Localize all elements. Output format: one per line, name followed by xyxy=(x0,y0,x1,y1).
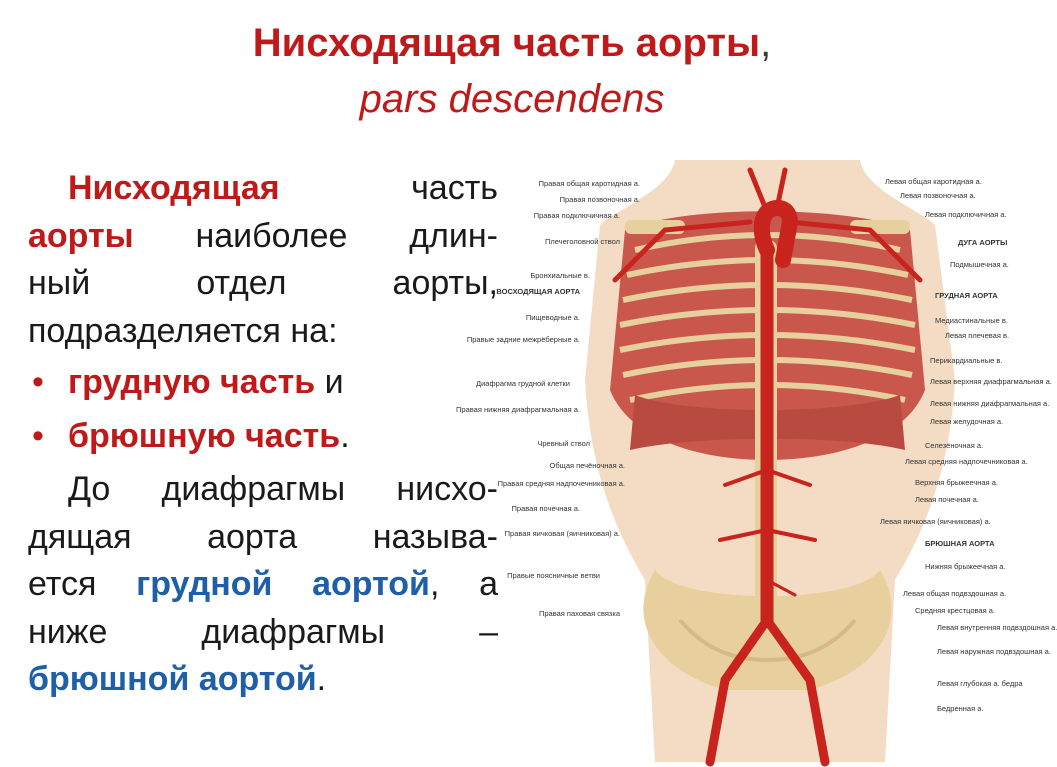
title-latin: pars descendens xyxy=(359,77,665,121)
label-right: Левая нижняя диафрагмальная а. xyxy=(930,399,1050,408)
slide-title xyxy=(0,18,1024,126)
label-right: Левая яичковая (яичниковая) а. xyxy=(880,517,991,526)
label-left: Правая подключичная а. xyxy=(533,211,620,220)
label-right: Левая общая каротидная а. xyxy=(885,177,982,186)
label-right: Верхняя брыжеечная а. xyxy=(915,478,998,487)
aorta-anatomy-figure xyxy=(456,150,1057,762)
label-left: Плечеголовной ствол xyxy=(544,237,620,246)
label-right: Перикардиальные в. xyxy=(930,356,1003,365)
label-right: Левая наружная подвздошная а. xyxy=(937,647,1051,656)
title-comma: , xyxy=(760,21,772,65)
label-right: Левая внутренняя подвздошная а. xyxy=(937,623,1057,632)
label-right: ДУГА АОРТЫ xyxy=(958,238,1008,247)
term-thoracic-aorta: грудной аортой xyxy=(136,565,430,603)
title-line1: Нисходящая часть аорты xyxy=(252,21,761,65)
label-right: Левая общая подвздошная а. xyxy=(903,589,1007,598)
label-left: Общая печёночная а. xyxy=(549,461,625,470)
bullet-icon: • xyxy=(32,416,44,455)
label-right: Бедренная а. xyxy=(937,704,984,713)
label-right: Левая почечная а. xyxy=(915,495,979,504)
label-right: Левая желудочная а. xyxy=(930,417,1004,426)
label-left: Правая яичковая (яичниковая) а. xyxy=(504,529,620,538)
label-right: Подмышечная а. xyxy=(950,260,1009,269)
label-right: Левая плечевая в. xyxy=(945,331,1010,340)
term-descending-part: Нисходящая xyxy=(68,169,280,207)
label-left: Диафрагма грудной клетки xyxy=(476,379,570,388)
term-abdominal-aorta: брюшной аортой xyxy=(28,660,317,698)
label-right: Левая глубокая а. бедра xyxy=(937,679,1023,688)
label-left: ВОСХОДЯЩАЯ АОРТА xyxy=(496,287,580,296)
label-left: Пищеводные а. xyxy=(525,313,580,322)
bullet-abdominal: • брюшную часть. xyxy=(28,413,498,461)
label-right: Средняя крестцовая а. xyxy=(915,606,995,615)
label-left: Правая почечная а. xyxy=(511,504,580,513)
label-right: Левая средняя надпочечниковая а. xyxy=(905,457,1028,466)
label-right: Медиастинальные в. xyxy=(935,316,1008,325)
label-right: Левая подключичная а. xyxy=(925,210,1007,219)
bullet-thoracic: • грудную часть и xyxy=(28,359,498,407)
paragraph-1: Нисходящая часть аорты наиболее длин- ный отдел аорты, подразделяется на: xyxy=(28,169,498,350)
label-left: Бронхиальные в. xyxy=(530,271,590,280)
term-aorta: аорты xyxy=(28,216,134,255)
label-right: Селезёночная а. xyxy=(925,441,984,450)
label-right: БРЮШНАЯ АОРТА xyxy=(925,539,995,548)
label-left: Чревный ствол xyxy=(537,439,590,448)
label-left: Правые поясничные ветви xyxy=(507,571,600,580)
label-left: Правая паховая связка xyxy=(538,609,620,618)
label-left: Правые задние межрёберные а. xyxy=(466,335,580,344)
label-right: Левая верхняя диафрагмальная а. xyxy=(930,377,1052,386)
label-right: ГРУДНАЯ АОРТА xyxy=(935,291,998,300)
label-left: Правая нижняя диафрагмальная а. xyxy=(456,405,580,414)
label-left: Правая средняя надпочечниковая а. xyxy=(497,479,625,488)
label-left: Правая общая каротидная а. xyxy=(538,179,640,188)
body-text xyxy=(28,165,498,704)
label-left: Правая позвоночная а. xyxy=(559,195,640,204)
label-right: Нижняя брыжеечная а. xyxy=(925,562,1006,571)
bullet-icon: • xyxy=(32,363,44,401)
paragraph-2: До диафрагмы нисхо- дящая аорта называ- ется грудной аортой, а ниже диафрагмы – брюшной аортой. xyxy=(28,470,498,698)
label-right: Левая позвоночная а. xyxy=(900,191,976,200)
